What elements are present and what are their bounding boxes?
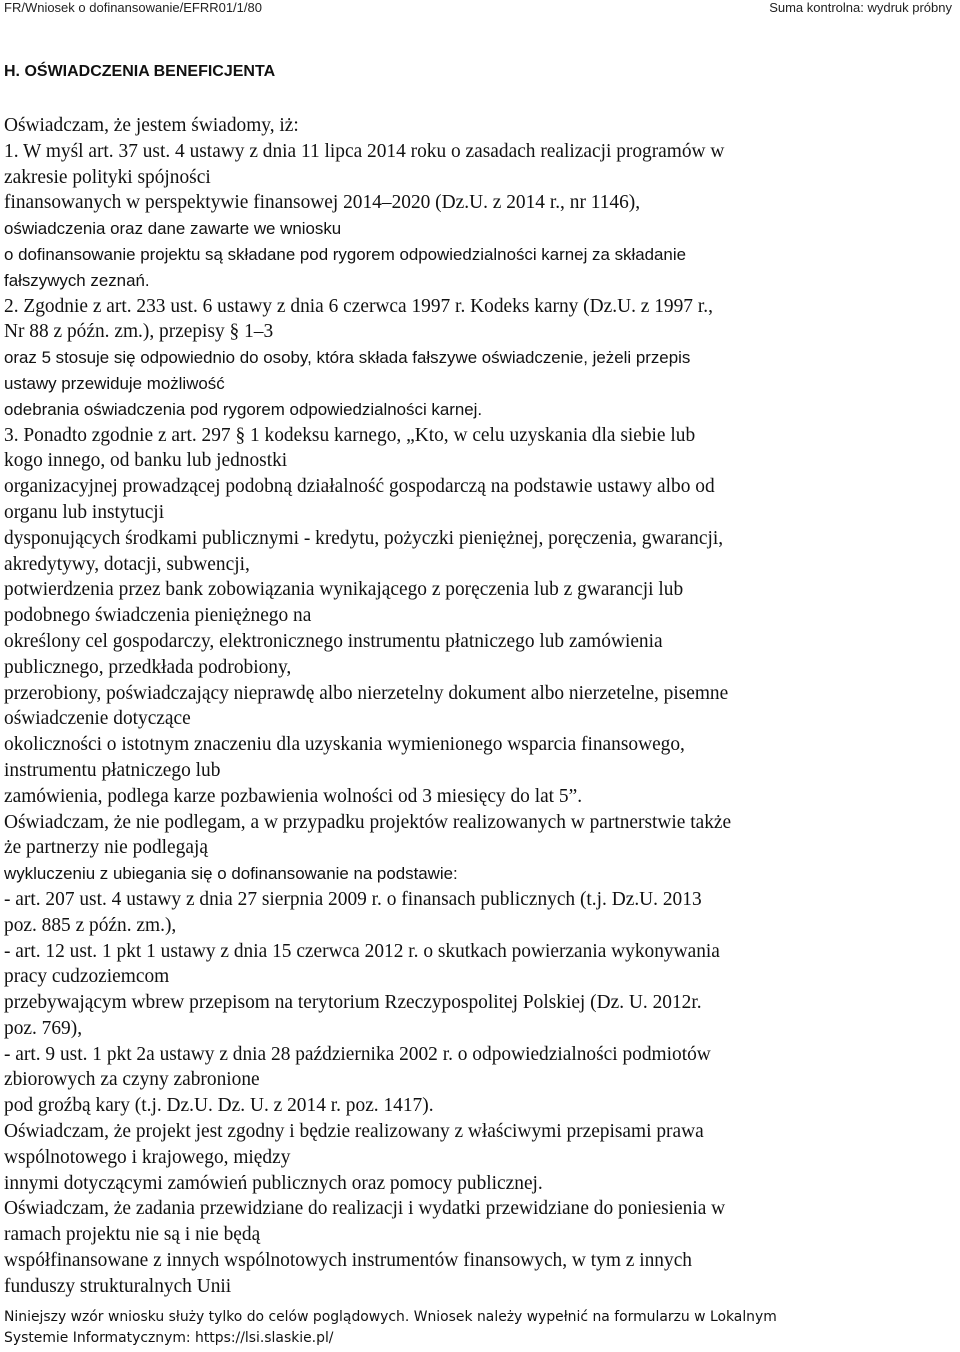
declaration-line: - art. 12 ust. 1 pkt 1 ustawy z dnia 15 czerwca 2012 r. o skutkach powierzania wykonywania	[4, 940, 720, 962]
declaration-line: - art. 9 ust. 1 pkt 2a ustawy z dnia 28 października 2002 r. o odpowiedzialności podmiotów	[4, 1043, 711, 1065]
declaration-line: dysponujących środkami publicznymi - kredytu, pożyczki pieniężnej, poręczenia, gwarancji,	[4, 527, 724, 549]
declaration-line: że partnerzy nie podlegają	[4, 837, 208, 859]
declaration-line: o dofinansowanie projektu są składane pod rygorem odpowiedzialności karnej za składanie	[4, 244, 686, 264]
declaration-line: Nr 88 z późn. zm.), przepisy § 1–3	[4, 321, 274, 343]
declaration-line: ustawy przewiduje możliwość	[4, 373, 225, 393]
declaration-line: funduszy strukturalnych Unii	[4, 1275, 232, 1297]
page-header	[4, 0, 952, 20]
declaration-line: przerobiony, poświadczający nieprawdę albo nierzetelny dokument albo nierzetelne, pisemne	[4, 682, 729, 704]
declaration-line: wykluczeniu z ubiegania się o dofinansowanie na podstawie:	[4, 864, 458, 884]
declaration-line: zakresie polityki spójności	[4, 166, 211, 188]
declaration-line: poz. 769),	[4, 1017, 83, 1039]
declaration-line: współfinansowane z innych wspólnotowych instrumentów finansowych, w tym z innych	[4, 1250, 692, 1272]
declaration-line: wspólnotowego i krajowego, między	[4, 1146, 291, 1168]
declaration-line: zamówienia, podlega karze pozbawienia wolności od 3 miesięcy do lat 5”.	[4, 785, 583, 807]
declaration-line: Oświadczam, że zadania przewidziane do realizacji i wydatki przewidziane do poniesienia w	[4, 1198, 726, 1220]
declaration-line: Oświadczam, że projekt jest zgodny i będzie realizowany z właściwymi przepisami prawa	[4, 1121, 704, 1143]
declaration-line: 3. Ponadto zgodnie z art. 297 § 1 kodeksu karnego, „Kto, w celu uzyskania dla siebie lub	[4, 424, 696, 446]
declaration-line: - art. 207 ust. 4 ustawy z dnia 27 sierpnia 2009 r. o finansach publicznych (t.j. Dz.U. 2013	[4, 888, 702, 910]
declaration-line: Oświadczam, że jestem świadomy, iż:	[4, 115, 299, 136]
footer-note-line-2: Systemie Informatycznym: https://lsi.slaskie.pl/	[4, 1330, 334, 1346]
declaration-line: pod groźbą kary (t.j. Dz.U. Dz. U. z 2014 r. poz. 1417).	[4, 1095, 434, 1117]
footer-note-line-1: Niniejszy wzór wniosku służy tylko do celów poglądowych. Wniosek należy wypełnić na formularzu w Lokalnym	[4, 1309, 777, 1325]
form-identifier: FR/Wniosek o dofinansowanie/EFRR01/1/80	[4, 0, 262, 15]
declaration-line: kogo innego, od banku lub jednostki	[4, 450, 288, 472]
declarations-body	[4, 113, 960, 1300]
declaration-line: pracy cudzoziemcom	[4, 966, 170, 988]
declaration-line: oraz 5 stosuje się odpowiednio do osoby, która składa fałszywe oświadczenie, jeżeli przepis	[4, 348, 691, 368]
declaration-line: organizacyjnej prowadzącej podobną działalność gospodarczą na podstawie ustawy albo od	[4, 476, 715, 498]
checksum-label: Suma kontrolna: wydruk próbny	[769, 0, 952, 15]
declaration-line: określony cel gospodarczy, elektronicznego instrumentu płatniczego lub zamówienia	[4, 630, 663, 652]
declaration-line: 2. Zgodnie z art. 233 ust. 6 ustawy z dnia 6 czerwca 1997 r. Kodeks karny (Dz.U. z 1997 r.,	[4, 295, 713, 317]
declaration-line: finansowanych w perspektywie finansowej 2014–2020 (Dz.U. z 2014 r., nr 1146),	[4, 192, 641, 214]
declaration-line: oświadczenia oraz dane zawarte we wniosku	[4, 219, 342, 239]
declaration-line: publicznego, przedkłada podrobiony,	[4, 656, 292, 678]
declaration-line: odebrania oświadczenia pod rygorem odpowiedzialności karnej.	[4, 399, 483, 419]
declaration-line: instrumentu płatniczego lub	[4, 759, 221, 781]
declaration-line: fałszywych zeznań.	[4, 270, 150, 290]
declaration-line: innymi dotyczącymi zamówień publicznych oraz pomocy publicznej.	[4, 1172, 543, 1194]
declaration-line: ramach projektu nie są i nie będą	[4, 1224, 261, 1246]
declaration-line: przebywającym wbrew przepisom na terytorium Rzeczypospolitej Polskiej (Dz. U. 2012r.	[4, 992, 702, 1014]
declaration-line: 1. W myśl art. 37 ust. 4 ustawy z dnia 11 lipca 2014 roku o zasadach realizacji programów w	[4, 140, 725, 162]
declaration-line: akredytywy, dotacji, subwencji,	[4, 553, 250, 575]
declaration-line: oświadczenie dotyczące	[4, 708, 191, 730]
declaration-line: organu lub instytucji	[4, 501, 165, 523]
declaration-line: podobnego świadczenia pieniężnego na	[4, 605, 312, 627]
declaration-line: zbiorowych za czyny zabronione	[4, 1069, 260, 1091]
page-footer	[4, 1307, 960, 1349]
declaration-line: potwierdzenia przez bank zobowiązania wynikającego z poręczenia lub z gwarancji lub	[4, 579, 684, 601]
declaration-line: Oświadczam, że nie podlegam, a w przypadku projektów realizowanych w partnerstwie także	[4, 811, 732, 833]
declaration-line: poz. 885 z późn. zm.),	[4, 914, 177, 936]
section-title: H. OŚWIADCZENIA BENEFICJENTA	[4, 63, 276, 80]
declaration-line: okoliczności o istotnym znaczeniu dla uzyskania wymienionego wsparcia finansowego,	[4, 734, 685, 756]
